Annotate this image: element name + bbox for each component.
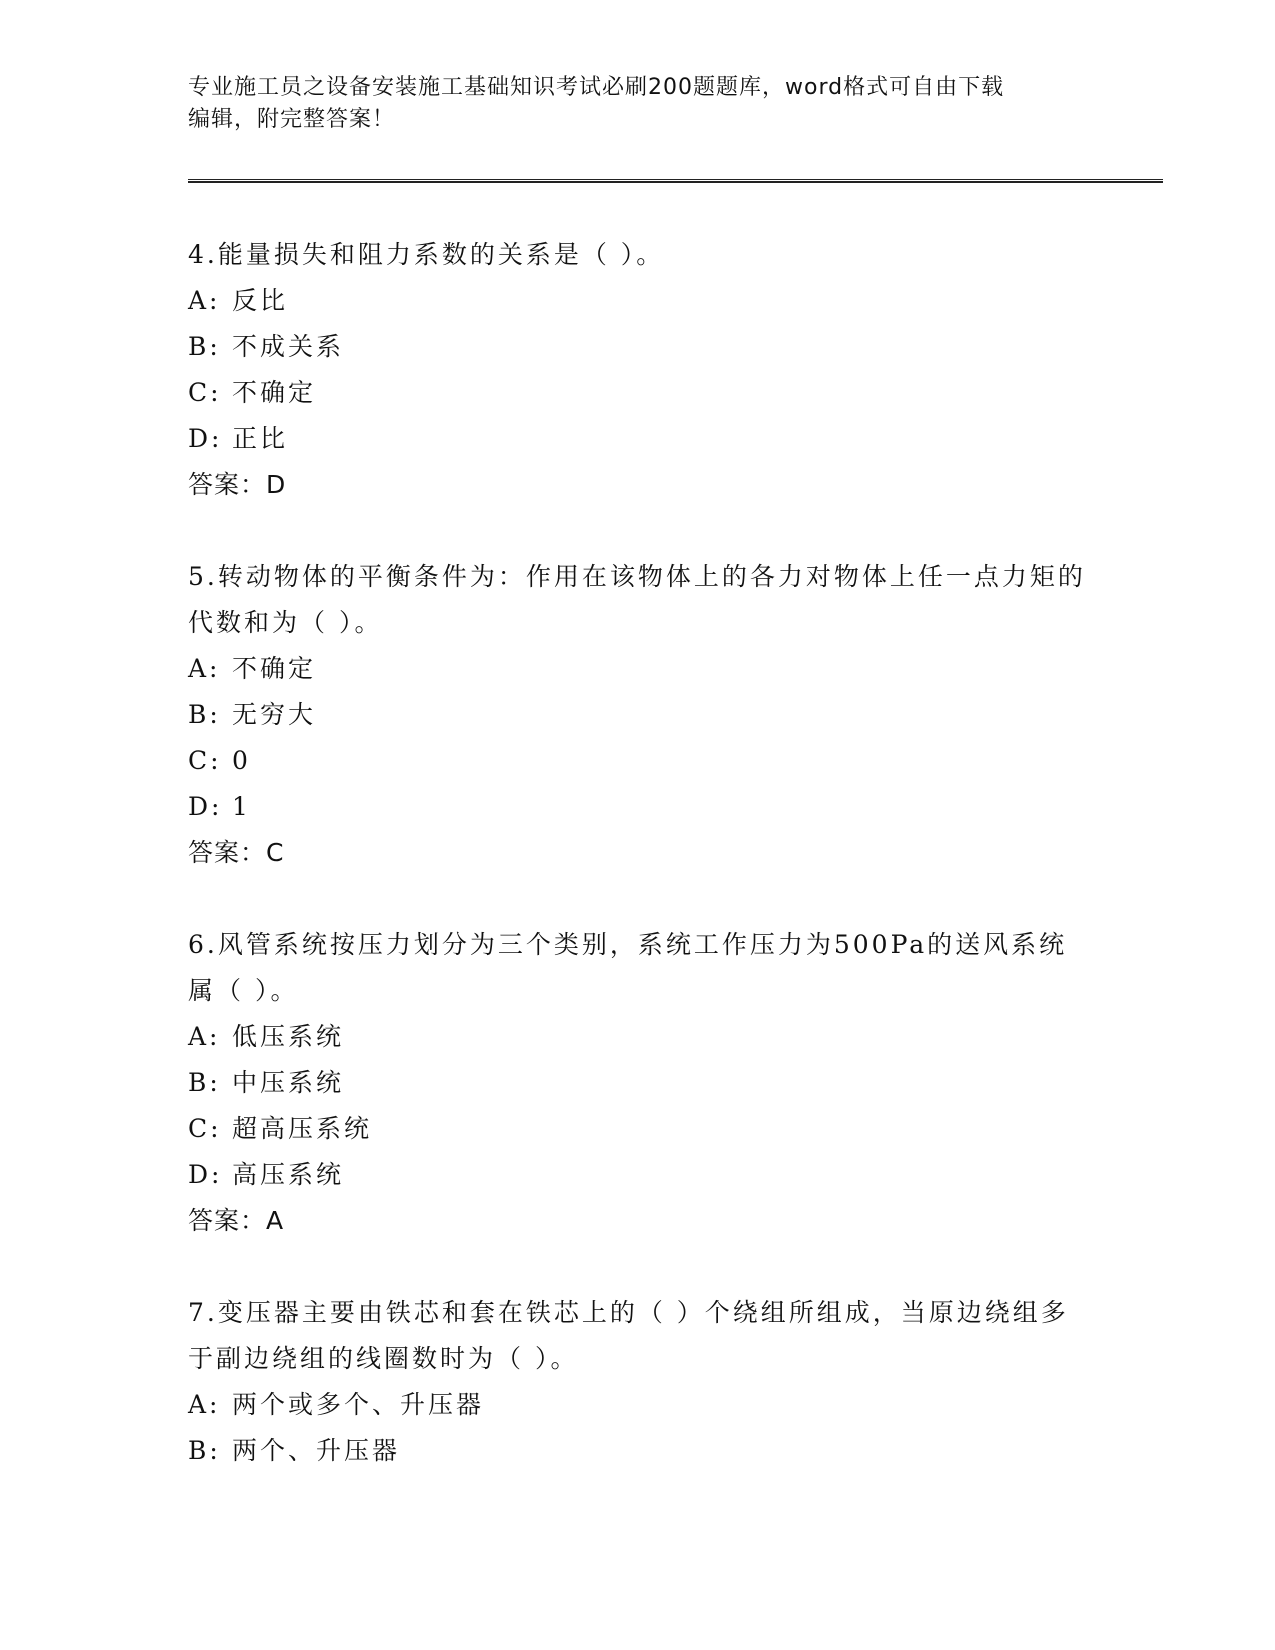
- question-text: 4.能量损失和阻力系数的关系是（ ）。: [188, 240, 665, 269]
- option-a: [188, 1014, 1088, 1060]
- option-letter: A:: [188, 286, 221, 315]
- document-header: [188, 72, 1068, 136]
- option-c: [188, 1106, 1088, 1152]
- option-text: 两个或多个、升压器: [232, 1390, 485, 1419]
- question-7: [188, 1290, 1088, 1474]
- option-d: [188, 784, 1088, 830]
- option-text: 不确定: [232, 654, 317, 683]
- option-letter: B:: [188, 1068, 221, 1097]
- answer-line: 答案：A: [188, 1206, 285, 1235]
- option-text: 中压系统: [232, 1068, 345, 1097]
- option-a: [188, 1382, 1088, 1428]
- question-5: [188, 554, 1088, 876]
- option-letter: D:: [188, 1160, 223, 1189]
- question-text: 6.风管系统按压力划分为三个类别，系统工作压力为500Pa的送风系统属（ ）。: [188, 930, 1068, 1005]
- option-text: 超高压系统: [232, 1114, 373, 1143]
- option-b: [188, 324, 1088, 370]
- header-line-1: 专业施工员之设备安装施工基础知识考试必刷200题题库，word格式可自由下载: [188, 75, 1005, 100]
- option-letter: A:: [188, 654, 221, 683]
- option-b: [188, 1060, 1088, 1106]
- option-text: 不确定: [232, 378, 317, 407]
- option-a: [188, 278, 1088, 324]
- option-a: [188, 646, 1088, 692]
- option-b: [188, 1428, 1088, 1474]
- option-text: 高压系统: [232, 1160, 345, 1189]
- option-d: [188, 1152, 1088, 1198]
- option-c: [188, 370, 1088, 416]
- option-text: 正比: [232, 424, 289, 453]
- option-letter: B:: [188, 1436, 221, 1465]
- option-c: [188, 738, 1088, 784]
- option-letter: A:: [188, 1022, 221, 1051]
- header-line-2: 编辑，附完整答案！: [188, 107, 396, 132]
- question-list: [188, 232, 1088, 1520]
- option-text: 无穷大: [232, 700, 317, 729]
- question-6: [188, 922, 1088, 1244]
- answer-line: 答案：C: [188, 838, 285, 867]
- option-letter: D:: [188, 792, 223, 821]
- option-text: 反比: [232, 286, 289, 315]
- option-letter: B:: [188, 332, 221, 361]
- option-letter: C:: [188, 378, 222, 407]
- question-4: [188, 232, 1088, 508]
- option-letter: B:: [188, 700, 221, 729]
- option-letter: C:: [188, 1114, 222, 1143]
- option-d: [188, 416, 1088, 462]
- option-letter: A:: [188, 1390, 221, 1419]
- option-text: 不成关系: [232, 332, 345, 361]
- option-text: 0: [232, 746, 251, 775]
- question-text: 5.转动物体的平衡条件为：作用在该物体上的各力对物体上任一点力矩的代数和为（ ）。: [188, 562, 1086, 637]
- option-b: [188, 692, 1088, 738]
- header-divider: [188, 179, 1163, 183]
- option-letter: C:: [188, 746, 222, 775]
- option-text: 两个、升压器: [232, 1436, 401, 1465]
- option-letter: D:: [188, 424, 223, 453]
- option-text: 低压系统: [232, 1022, 345, 1051]
- answer-line: 答案：D: [188, 470, 287, 499]
- option-text: 1: [232, 792, 251, 821]
- question-text: 7.变压器主要由铁芯和套在铁芯上的（ ）个绕组所组成，当原边绕组多于副边绕组的线圈数时为（ ）。: [188, 1298, 1069, 1373]
